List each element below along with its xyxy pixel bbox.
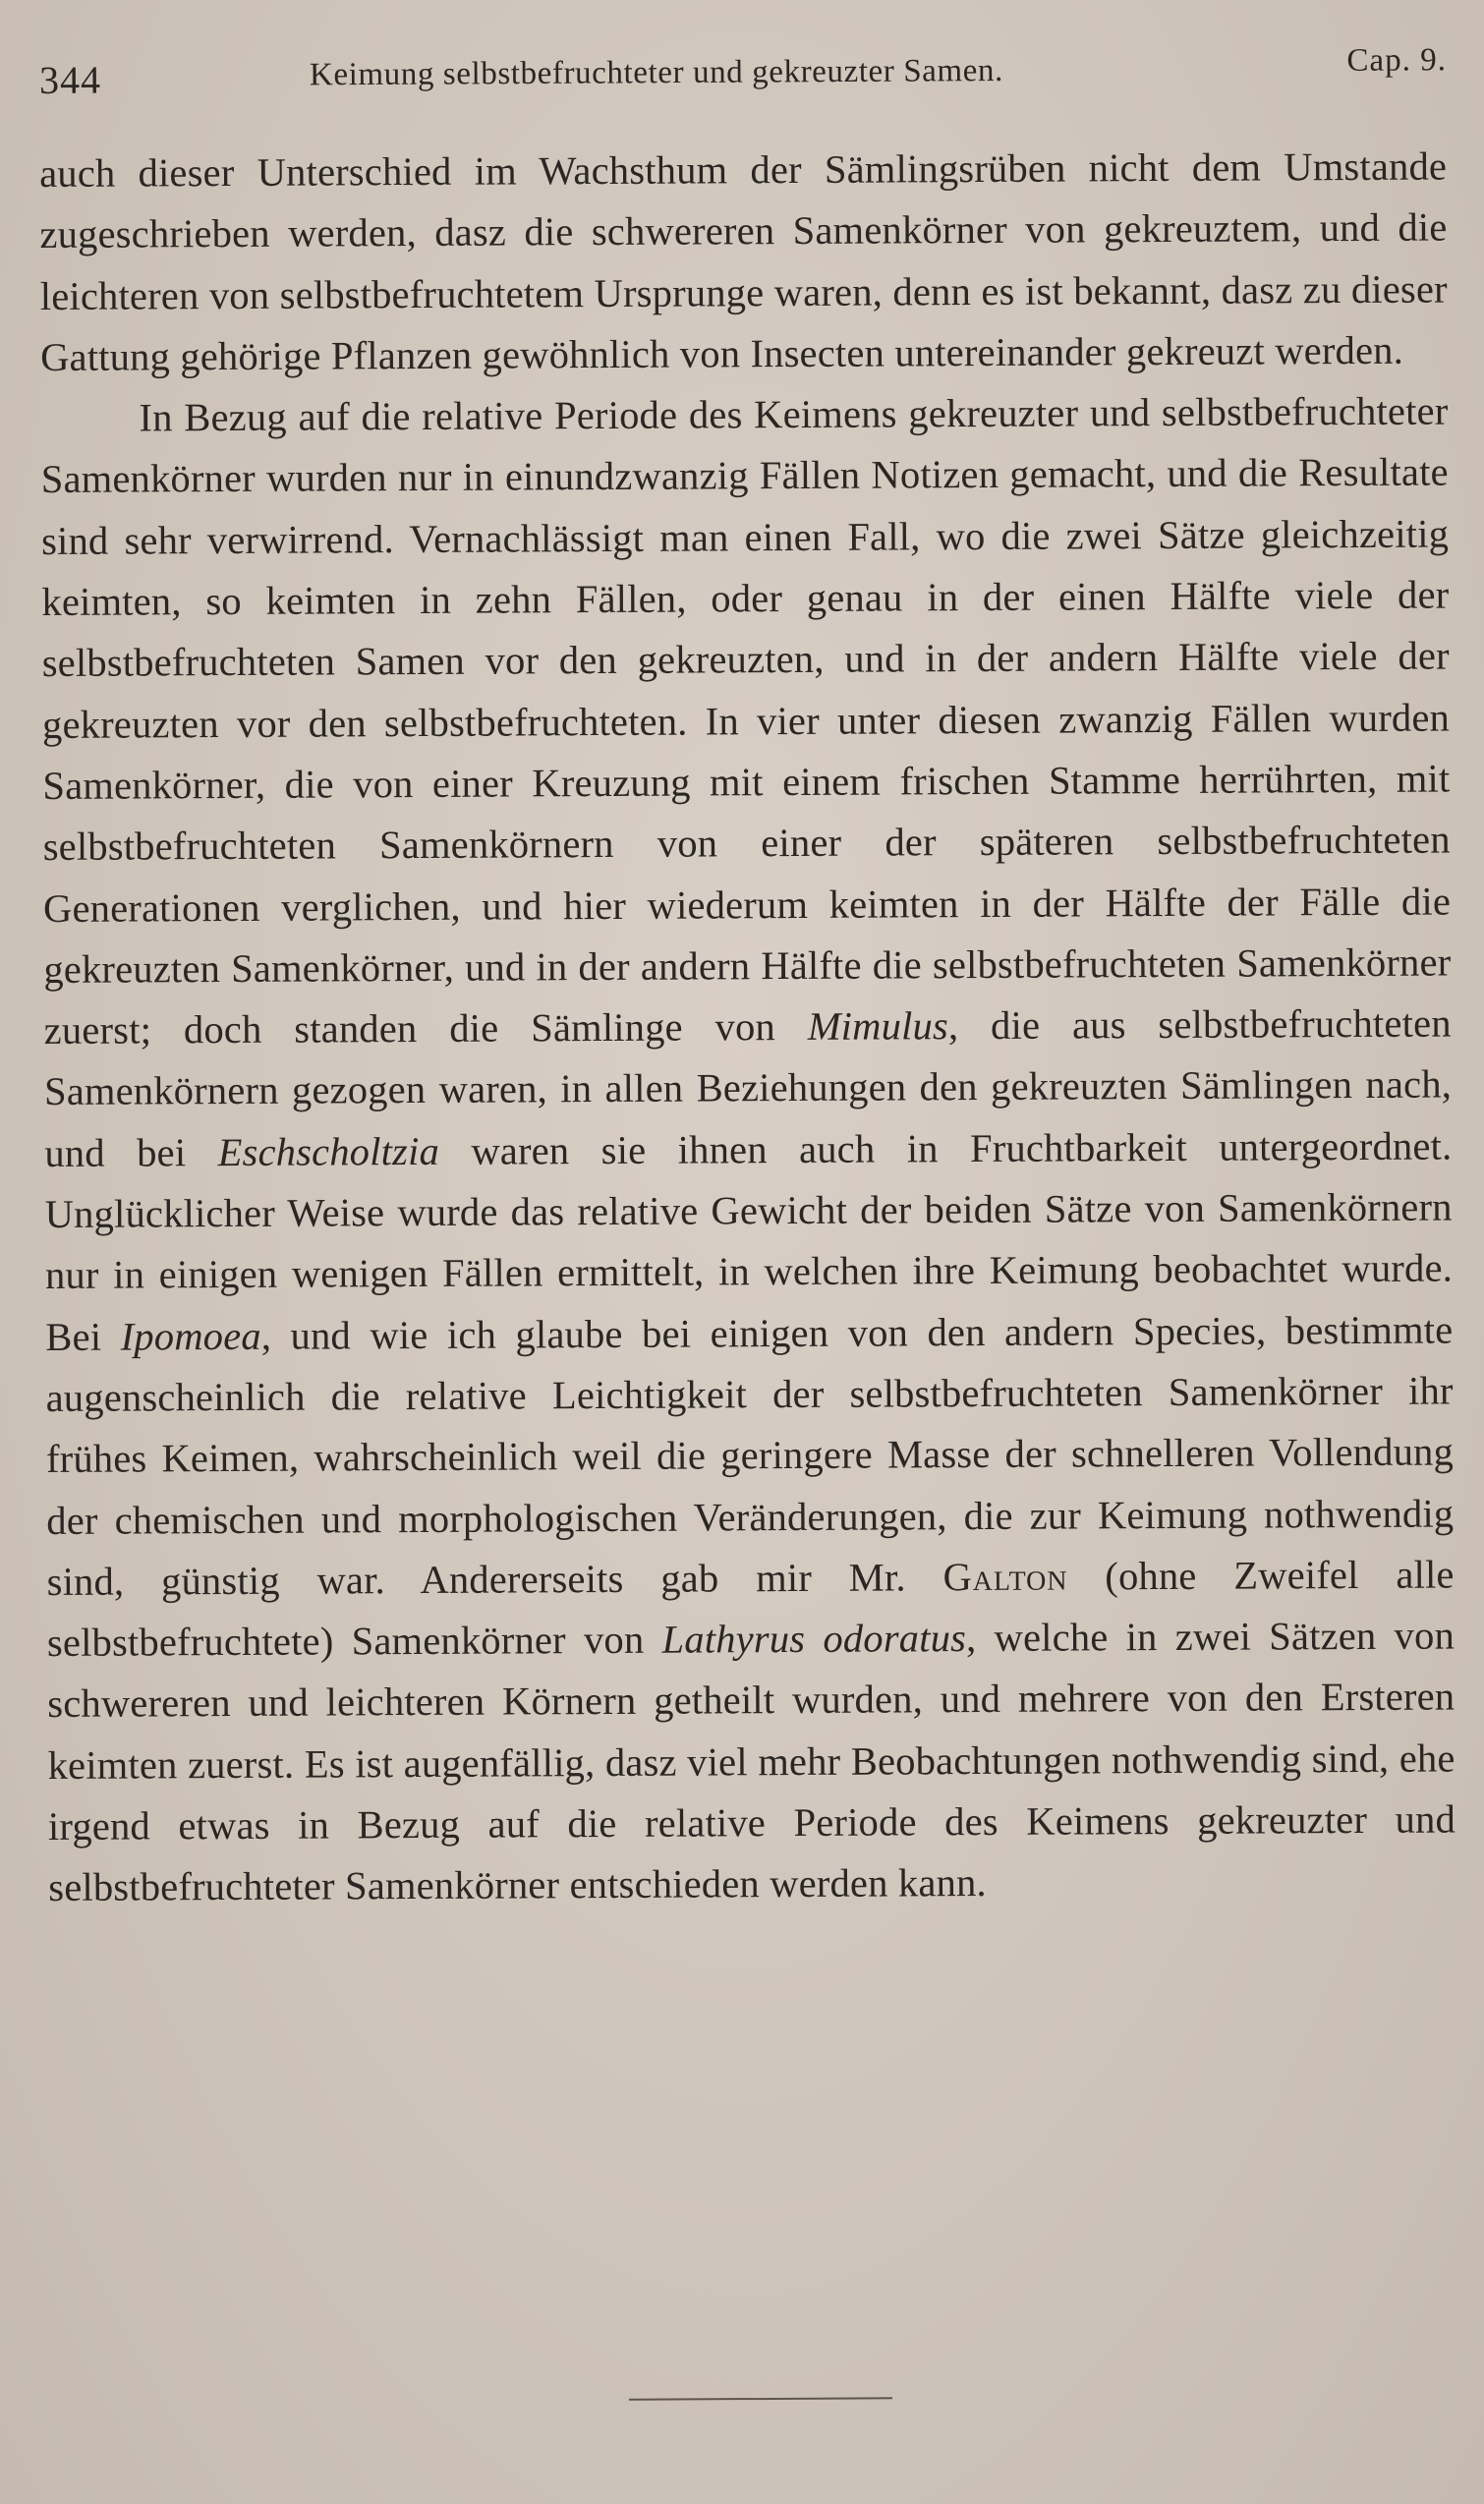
body-text [39, 137, 1455, 1919]
italic-term: Ipomoea [120, 1313, 261, 1359]
text-segment: (ohne Zweifel alle selbstbefruchtete) Samenkörner von [46, 1552, 1455, 1666]
text-segment: , die aus selbstbefruchteten Samenkörnern gezogen waren, in allen Beziehungen den gekreuzten Sämlingen nach, und bei [43, 1000, 1453, 1175]
page-header [39, 42, 1447, 110]
person-name: Galton [942, 1554, 1068, 1600]
paragraph [39, 137, 1448, 389]
text-segment: , und wie ich glaube bei einigen von den andern Species, bestimmte augenscheinlich die relative Leichtigkeit der selbstbefruchteten Samenkörner ihr frühes Keimen, wahrscheinlich weil die geringere Masse der schnelleren Vollendung der chemischen und morphologischen Veränderungen, die zur Keimung nothwendig sind, günstig war. Andererseits gab mir Mr. [45, 1307, 1455, 1604]
chapter-label: Cap. 9. [1346, 42, 1448, 79]
text-segment: waren sie ihnen auch in Fruchtbarkeit untergeordnet. Unglücklicher Weise wurde das relative Gewicht der beiden Sätze von Samenkörnern nur in einigen wenigen Fällen ermittelt, in welchen ihre Keimung beobachtet wurde. Bei [44, 1123, 1454, 1359]
paragraph [40, 381, 1455, 1919]
text-segment: In Bezug auf die relative Periode des Keimens gekreuzter und selbstbefruchteter Samenkörner wurden nur in einundzwanzig Fällen Notizen gemacht, und die Resultate sind sehr verwirrend. Vernachlässigt man einen Fall, wo die zwei Sätze gleichzeitig keimten, so keimten in zehn Fällen, oder genau in der einen Hälfte viele der selbstbefruchteten Samen vor den gekreuzten, und in der andern Hälfte viele der gekreuzten vor den selbstbefruchteten. In vier unter diesen zwanzig Fällen wurden Samenkörner, die von einer Kreuzung mit einem frischen Stamme herrührten, mit selbstbefruchteten Samenkörnern von einer der späteren selbstbefruchteten Generationen verglichen, und hier wiederum keimten in der Hälfte der Fälle die gekreuzten Samenkörner, und in der andern Hälfte die selbstbefruchteten Samenkörner zuerst; doch standen die Sämlinge von [40, 388, 1452, 1053]
page-number: 344 [38, 57, 102, 102]
italic-term: Mimulus [807, 1003, 949, 1050]
text-segment: auch dieser Unterschied im Wachsthum der Sämlingsrüben nicht dem Umstande zugeschrieben werden, dasz die schwereren Samenkörner von gekreuztem, und die leichteren von selbstbefruchtetem Ursprunge waren, denn es ist bekannt, dasz zu dieser Gattung gehörige Pflanzen gewöhnlich von Insecten untereinander gekreuzt werden. [39, 143, 1448, 379]
italic-term: Lathyrus odoratus [661, 1616, 967, 1662]
text-segment: , welche in zwei Sätzen von schwereren und leichteren Körnern getheilt wurden, und mehrere von den Ersteren keimten zuerst. Es ist augenfällig, dasz viel mehr Beobachtungen nothwendig sind, ehe irgend etwas in Bezug auf die relative Periode des Keimens gekreuzter und selbstbefruchteter Samenkörner entschieden werden kann. [47, 1613, 1456, 1910]
end-rule [629, 2397, 892, 2400]
italic-term: Eschscholtzia [217, 1128, 440, 1174]
running-title: Keimung selbstbefruchteter und gekreuzter Samen. [309, 53, 1004, 93]
